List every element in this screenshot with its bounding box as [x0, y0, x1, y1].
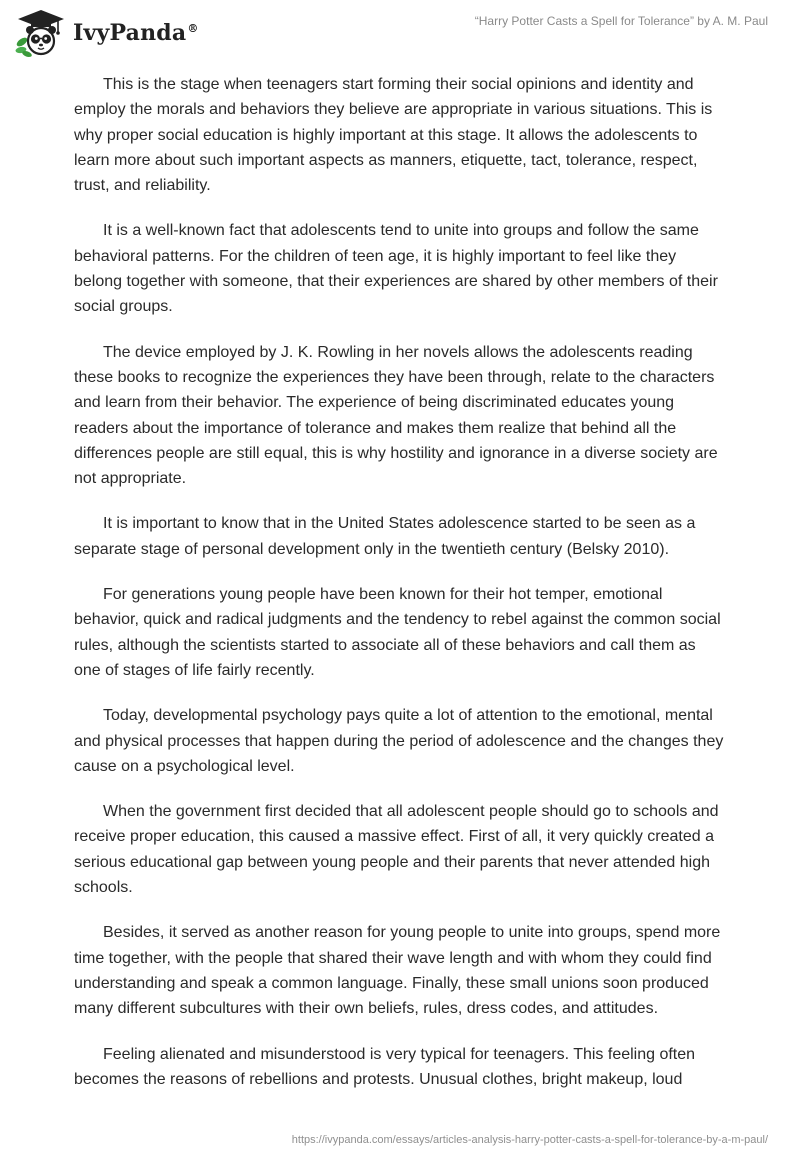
paragraph: For generations young people have been known for their hot temper, emotional behavior, quick and radical judgments and the tendency to rebel against the common social rules, although the scientists started to associate all of these behaviors and call them as one of stages of life fairly recently. [74, 586, 721, 679]
document-title: “Harry Potter Casts a Spell for Tolerance” by A. M. Paul [474, 14, 768, 28]
paragraph: Today, developmental psychology pays quite a lot of attention to the emotional, mental and physical processes that happen during the period of adolescence and the changes they cause on a psychological level. [74, 707, 724, 775]
paragraph: It is important to know that in the United States adolescence started to be seen as a separate stage of personal development only in the twentieth century (Belsky 2010). [74, 515, 696, 558]
paragraph: This is the stage when teenagers start forming their social opinions and identity and employ the morals and behaviors they believe are appropriate in various situations. This is why proper social education is highly important at this stage. It allows the adolescents to learn more about such important aspects as manners, etiquette, tact, tolerance, respect, trust, and reliability. [74, 76, 713, 195]
paragraph: Besides, it served as another reason for young people to unite into groups, spend more time together, with the people that shared their wave length and with whom they could find understanding and speak a common language. Finally, these small unions soon produced many different subcultures with their own beliefs, rules, dress codes, and attitudes. [74, 924, 721, 1018]
essay-body [74, 72, 724, 1112]
paragraph: Feeling alienated and misunderstood is very typical for teenagers. This feeling often becomes the reasons of rebellions and protests. Unusual clothes, bright makeup, loud [74, 1045, 696, 1088]
paragraph: It is a well-known fact that adolescents tend to unite into groups and follow the same behavioral patterns. For the children of teen age, it is highly important to feel like they belong together with someone, that their experiences are shared by other members of their social groups. [74, 222, 718, 316]
brand-name: IvyPanda® [73, 20, 199, 46]
ivypanda-logo[interactable] [13, 8, 199, 58]
paragraph: The device employed by J. K. Rowling in her novels allows the adolescents reading these books to recognize the experiences they have been through, relate to the characters and learn from their behavior. The experience of being discriminated educates young readers about the importance of tolerance and makes them realize that behind all the differences people are still equal, this is why hostility and ignorance in a diverse society are not appropriate. [74, 343, 718, 488]
panda-graduate-icon [13, 8, 69, 58]
page-header [0, 0, 800, 62]
source-url-link[interactable]: https://ivypanda.com/essays/articles-analysis-harry-potter-casts-a-spell-for-tolerance-by-a-m-paul/ [291, 1134, 768, 1146]
paragraph: When the government first decided that all adolescent people should go to schools and receive proper education, this caused a massive effect. First of all, it very quickly created a serious educational gap between young people and their parents that never attended high schools. [74, 803, 719, 897]
registered-mark: ® [187, 21, 199, 35]
